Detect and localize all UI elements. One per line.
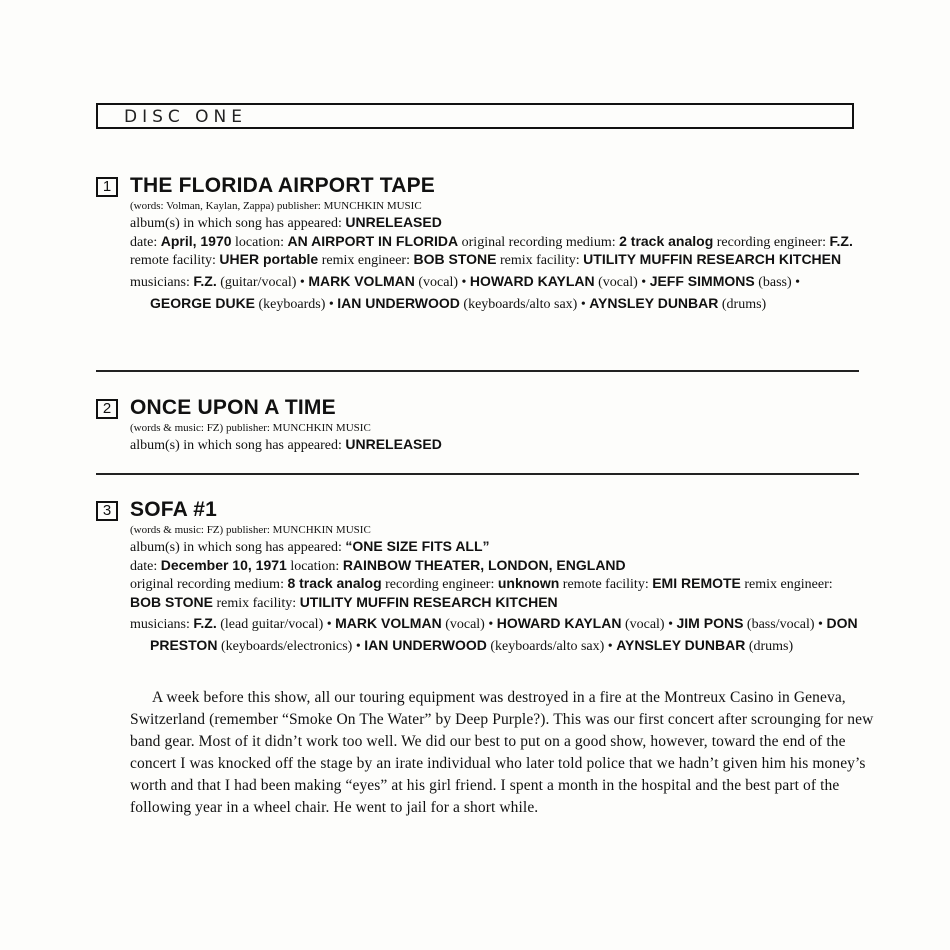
divider [96,370,859,372]
story-paragraph: A week before this show, all our touring equipment was destroyed in a fire at the Montreux Casino in Geneva, Switzerland (remember “Smoke On The Water” by Deep Purple?). This was our first concert after scrounging for new band gear. Most of it didn’t work too well. We did our best to put on a good show, however, toward the end of the concert I was knocked off the stage by an irate individual who later told police that we hadn’t given him his money’s worth and that I had been making “eyes” at his girl friend. I spent a month in the hospital and the best part of the following year in a wheel chair. He went to jail for a short while. [130,689,874,816]
words-publisher: (words & music: FZ) publisher: MUNCHKIN MUSIC [130,524,371,536]
words-publisher: (words: Volman, Kaylan, Zappa) publisher: MUNCHKIN MUSIC [130,200,422,212]
date-location-line: date: December 10, 1971 location: RAINBOW THEATER, LONDON, ENGLAND [130,556,626,574]
track-number: 1 [96,177,118,197]
track-number: 2 [96,399,118,419]
track-credits [130,522,860,657]
track-number: 3 [96,501,118,521]
divider [96,473,859,475]
words-publisher: (words & music: FZ) publisher: MUNCHKIN MUSIC [130,422,371,434]
musicians-list: musicians: F.Z. (lead guitar/vocal) • MARK VOLMAN (vocal) • HOWARD KAYLAN (vocal) • JIM PONS (bass/vocal) • DON PRESTON (keyboards/electronics) • IAN UNDERWOOD (keyboards/alto sax) • AYNSLEY DUNBAR (drums) [130,615,858,654]
albums-line: album(s) in which song has appeared: UNRELEASED [130,214,442,231]
recording-details: date: April, 1970 location: AN AIRPORT IN FLORIDA original recording medium: 2 track analog recording engineer: F.Z. remote facility: UHER portable remix engineer: BOB STONE remix facility: UTILITY MUFFIN RESEARCH KITCHEN [130,232,853,268]
track-credits [130,198,860,315]
albums-line: album(s) in which song has appeared: UNRELEASED [130,436,442,453]
track-title: ONCE UPON A TIME [130,396,336,419]
albums-line: album(s) in which song has appeared: “ONE SIZE FITS ALL” [130,538,490,555]
disc-title: DISC ONE [124,107,248,127]
track-title: THE FLORIDA AIRPORT TAPE [130,174,436,197]
track-title: SOFA #1 [130,498,217,521]
track-credits [130,420,860,455]
musicians-list: musicians: F.Z. (guitar/vocal) • MARK VOLMAN (vocal) • HOWARD KAYLAN (vocal) • JEFF SIMMONS (bass) • GEORGE DUKE (keyboards) • IAN UNDERWOOD (keyboards/alto sax) • AYNSLEY DUNBAR (drums) [130,272,801,312]
disc-header [96,103,854,129]
recording-details: original recording medium: 8 track analog recording engineer: unknown remote facility: EMI REMOTE remix engineer: BOB STONE remix facility: UTILITY MUFFIN RESEARCH KITCHEN [130,575,833,611]
